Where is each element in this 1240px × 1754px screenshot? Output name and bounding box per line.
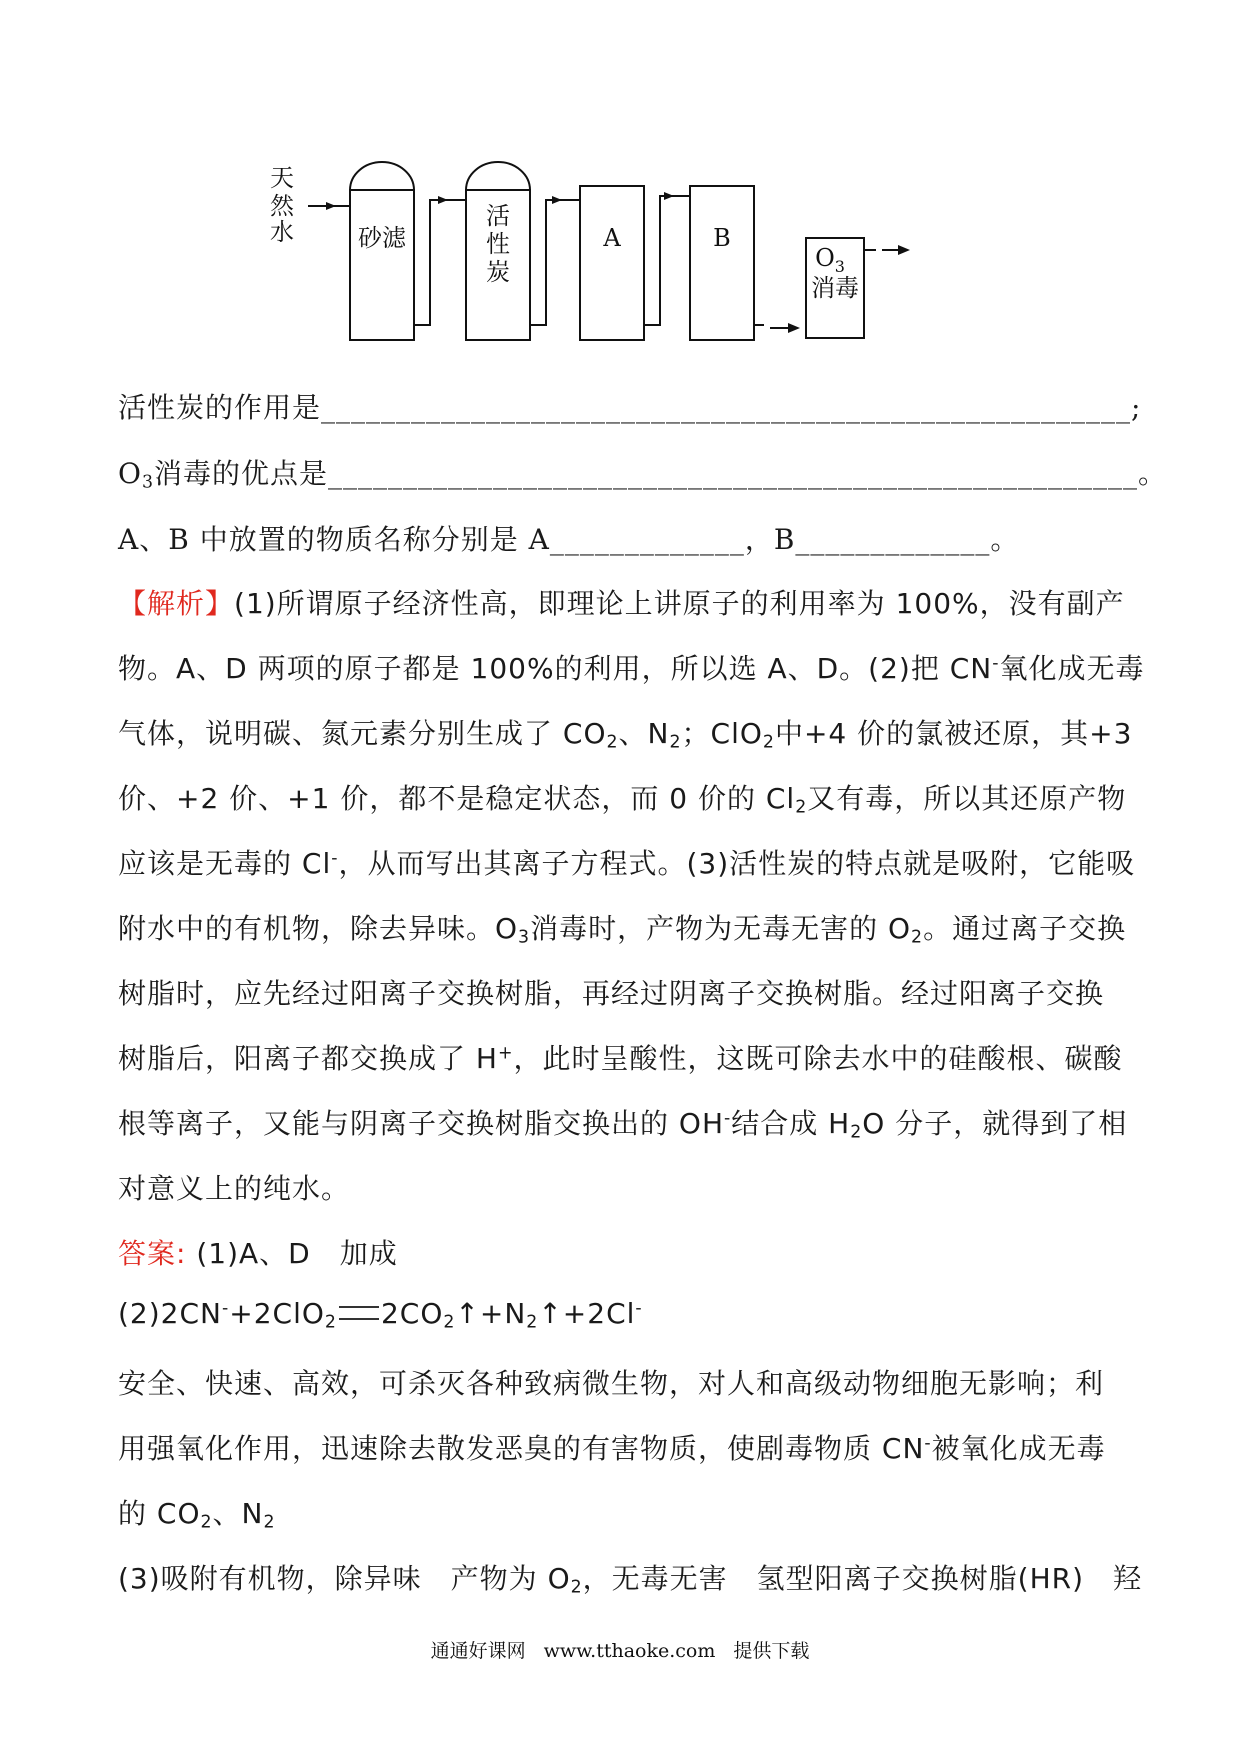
tank-label-carbon-2: 性 — [486, 230, 510, 258]
tank-label-carbon-1: 活 — [486, 202, 510, 230]
answer-line-5: 的 $CO_2$、$N_2$ — [118, 1497, 276, 1533]
footer-note: 提供下载 — [733, 1640, 810, 1662]
analysis-line-8: 树脂后，阳离子都交换成了 H+，此时呈酸性，这既可除去水中的硅酸根、碳酸 — [118, 1042, 1123, 1075]
answer-line-2: (2)2CN-+2ClO$_2$ $2CO_2↑+N_2↑+2Cl^-$ — [118, 1297, 643, 1333]
tank-label-disinfect: 消毒 — [811, 274, 859, 302]
answer-line-3: 安全、快速、高效，可杀灭各种致病微生物，对人和高级动物细胞无影响；利 — [118, 1367, 1105, 1400]
question-ab: A、B 中放置的物质名称分别是 A_____________，B_____________。 — [118, 523, 1020, 556]
input-label-3: 水 — [270, 218, 294, 246]
tank-label-carbon-3: 炭 — [486, 258, 510, 286]
footer-site: 通通好课网 — [430, 1640, 526, 1662]
analysis-line-5: 应该是无毒的 Cl-，从而写出其离子方程式。(3)活性炭的特点就是吸附，它能吸 — [118, 847, 1136, 880]
tank-label-b: B — [713, 224, 731, 252]
page-footer — [0, 1636, 1240, 1663]
footer-url: www.tthaoke.com — [543, 1640, 716, 1662]
analysis-line-9: 根等离子，又能与阴离子交换树脂交换出的 OH-结合成 $H_2O$ 分子，就得到了相 — [118, 1107, 1128, 1143]
input-label-2: 然 — [270, 192, 294, 220]
analysis-line-4: 价、+2 价、+1 价，都不是稳定状态，而 0 价的 $Cl_2$又有毒，所以其还原产物 — [118, 782, 1127, 818]
water-treatment-flow-diagram — [270, 160, 1030, 350]
analysis-line-1: 【解析】(1)所谓原子经济性高，即理论上讲原子的利用率为 100%，没有副产 — [118, 587, 1125, 620]
answer-line-6: (3)吸附有机物，除异味 产物为 $O_2$，无毒无害 氢型阳离子交换树脂(HR) 羟 — [118, 1562, 1143, 1598]
question-ozone: $O_3$消毒的优点是______________________________________________________。 — [118, 457, 1168, 493]
answer-line-1: 答案: (1)A、D 加成 — [118, 1237, 398, 1270]
input-label-1: 天 — [270, 164, 294, 192]
analysis-tag: 【解析】 — [118, 587, 235, 620]
analysis-line-3: 气体，说明碳、氮元素分别生成了 $CO_2$、$N_2$；ClO$_2$中+4 价的氯被还原，其+3 — [118, 717, 1133, 753]
equation-sign — [339, 1306, 379, 1320]
analysis-line-2: 物。A、D 两项的原子都是 100%的利用，所以选 A、D。(2)把 CN-氧化成无毒 — [118, 652, 1145, 685]
tank-label-ozone: $O_3$ — [815, 244, 845, 276]
question-carbon: 活性炭的作用是______________________________________________________; — [118, 391, 1142, 424]
answer-tag: 答案: — [118, 1237, 187, 1270]
tank-label-sand-filter: 砂滤 — [358, 224, 406, 252]
analysis-line-6: 附水中的有机物，除去异味。$O_3$消毒时，产物为无毒无害的 $O_2$。通过离子交换 — [118, 912, 1127, 948]
analysis-line-10: 对意义上的纯水。 — [118, 1172, 351, 1205]
answer-line-4: 用强氧化作用，迅速除去散发恶臭的有害物质，使剧毒物质 CN-被氧化成无毒 — [118, 1432, 1106, 1465]
tank-label-a: A — [603, 224, 621, 252]
analysis-line-7: 树脂时，应先经过阳离子交换树脂，再经过阴离子交换树脂。经过阳离子交换 — [118, 977, 1105, 1010]
